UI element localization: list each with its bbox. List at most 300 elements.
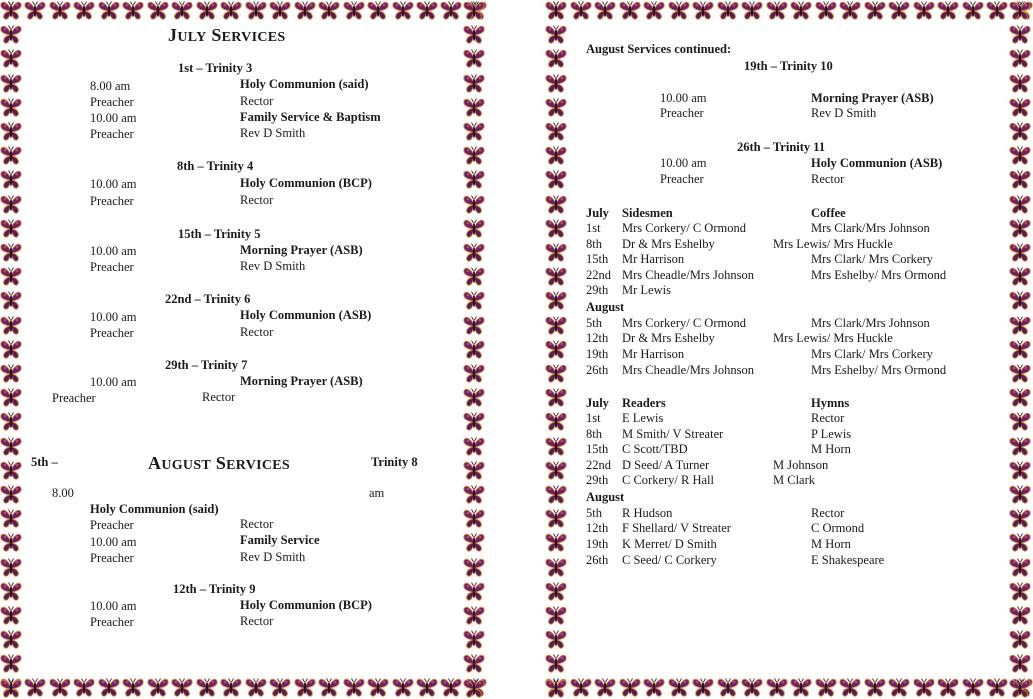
preacher-name: Rector	[202, 390, 236, 404]
service-time: 10.00 am	[90, 599, 137, 613]
butterfly-icon	[545, 436, 567, 457]
butterfly-icon	[0, 194, 22, 215]
butterfly-icon	[0, 508, 22, 529]
butterfly-icon	[545, 290, 567, 311]
rota-date: 15th	[586, 252, 609, 266]
butterfly-border-right	[1009, 0, 1033, 699]
butterfly-icon	[367, 0, 389, 21]
rota-name: Mrs Corkery/ C Ormond	[622, 316, 746, 330]
butterfly-icon	[619, 0, 641, 21]
preacher-name: Rector	[240, 94, 274, 108]
butterfly-icon	[343, 677, 365, 698]
day-heading: 15th – Trinity 5	[178, 227, 261, 241]
butterfly-icon	[1009, 460, 1031, 481]
butterfly-icon	[1009, 484, 1031, 505]
butterfly-icon	[692, 677, 714, 698]
rota-date: 1st	[586, 221, 601, 235]
rota-month-header: July	[586, 206, 609, 220]
butterfly-icon	[463, 218, 485, 239]
service-name: Holy Communion (said)	[90, 502, 219, 516]
butterfly-icon	[0, 97, 22, 118]
rota-name: Mrs Lewis/ Mrs Huckle	[773, 331, 893, 345]
rota-name: P Lewis	[811, 427, 852, 441]
butterfly-icon	[1009, 0, 1031, 21]
butterfly-icon	[0, 436, 22, 457]
rota-name: M Horn	[811, 442, 851, 456]
continued-heading: August Services continued:	[586, 42, 732, 56]
butterfly-icon	[0, 460, 22, 481]
rota-name: M Horn	[811, 537, 851, 551]
rota-name: C Seed/ C Corkery	[622, 553, 717, 567]
butterfly-icon	[318, 677, 340, 698]
butterfly-icon	[49, 0, 71, 21]
butterfly-icon	[0, 24, 22, 45]
butterfly-icon	[0, 557, 22, 578]
rota-date: 22nd	[586, 268, 611, 282]
butterfly-icon	[643, 677, 665, 698]
butterfly-icon	[318, 0, 340, 21]
butterfly-icon	[1009, 315, 1031, 336]
rota-col-header: Hymns	[811, 396, 850, 410]
butterfly-icon	[545, 24, 567, 45]
butterfly-icon	[1009, 121, 1031, 142]
page-gutter	[487, 0, 545, 699]
rota-name: Rector	[811, 411, 845, 425]
service-name: Morning Prayer (ASB)	[240, 243, 363, 257]
service-time: 10.00 am	[90, 111, 137, 125]
butterfly-icon	[962, 677, 984, 698]
butterfly-icon	[545, 581, 567, 602]
rota-date: 26th	[586, 363, 609, 377]
butterfly-icon	[269, 677, 291, 698]
rota-month-header: July	[586, 396, 609, 410]
butterfly-icon	[937, 677, 959, 698]
butterfly-icon	[0, 242, 22, 263]
butterfly-border-top	[545, 0, 1033, 22]
preacher-name: Rev D Smith	[240, 259, 306, 273]
rota-date: 5th	[586, 316, 602, 330]
butterfly-icon	[1009, 678, 1031, 699]
butterfly-icon	[463, 629, 485, 650]
butterfly-icon	[0, 218, 22, 239]
butterfly-icon	[594, 677, 616, 698]
preacher-name: Rector	[240, 193, 274, 207]
day-heading: 1st – Trinity 3	[178, 61, 253, 75]
butterfly-icon	[717, 677, 739, 698]
butterfly-icon	[1009, 653, 1031, 674]
butterfly-icon	[668, 0, 690, 21]
butterfly-icon	[73, 0, 95, 21]
butterfly-icon	[147, 0, 169, 21]
butterfly-icon	[1009, 145, 1031, 166]
butterfly-icon	[545, 48, 567, 69]
rota-name: Mrs Eshelby/ Mrs Ormond	[811, 268, 947, 282]
preacher-label: Preacher	[660, 106, 704, 120]
butterfly-icon	[463, 557, 485, 578]
butterfly-icon	[0, 48, 22, 69]
butterfly-icon	[0, 581, 22, 602]
rota-name: Mrs Cheadle/Mrs Johnson	[622, 363, 754, 377]
butterfly-icon	[1009, 169, 1031, 190]
butterfly-icon	[147, 677, 169, 698]
butterfly-icon	[0, 315, 22, 336]
preacher-label: Preacher	[90, 615, 134, 629]
right-page	[545, 0, 1033, 699]
butterfly-icon	[73, 677, 95, 698]
rota-name: Mrs Lewis/ Mrs Huckle	[773, 237, 893, 251]
butterfly-icon	[196, 0, 218, 21]
butterfly-icon	[463, 73, 485, 94]
butterfly-icon	[294, 0, 316, 21]
butterfly-icon	[392, 677, 414, 698]
butterfly-icon	[668, 677, 690, 698]
rota-date: 15th	[586, 442, 609, 456]
butterfly-icon	[815, 677, 837, 698]
preacher-name: Rector	[240, 325, 274, 339]
butterfly-icon	[122, 677, 144, 698]
butterfly-icon	[545, 266, 567, 287]
rota-name: C Ormond	[811, 521, 865, 535]
rota-date: 19th	[586, 347, 609, 361]
rota-name: C Corkery/ R Hall	[622, 473, 715, 487]
butterfly-icon	[1009, 290, 1031, 311]
butterfly-icon	[367, 677, 389, 698]
butterfly-border-left	[545, 0, 569, 699]
rota-name: E Lewis	[622, 411, 664, 425]
butterfly-icon	[1009, 194, 1031, 215]
butterfly-icon	[0, 0, 22, 21]
preacher-name: Rev D Smith	[811, 106, 877, 120]
butterfly-icon	[545, 169, 567, 190]
butterfly-icon	[1009, 557, 1031, 578]
butterfly-icon	[463, 266, 485, 287]
butterfly-icon	[619, 677, 641, 698]
butterfly-icon	[1009, 218, 1031, 239]
rota-name: Mrs Eshelby/ Mrs Ormond	[811, 363, 947, 377]
butterfly-icon	[545, 605, 567, 626]
rota-name: Mrs Clark/Mrs Johnson	[811, 221, 930, 235]
rota-name: Mrs Clark/Mrs Johnson	[811, 316, 930, 330]
butterfly-icon	[0, 339, 22, 360]
day-heading: 19th – Trinity 10	[744, 59, 833, 73]
butterfly-icon	[1009, 48, 1031, 69]
service-name: Holy Communion (BCP)	[240, 176, 372, 190]
butterfly-icon	[864, 0, 886, 21]
butterfly-icon	[545, 653, 567, 674]
butterfly-icon	[463, 605, 485, 626]
butterfly-icon	[790, 677, 812, 698]
preacher-label: Preacher	[660, 172, 704, 186]
butterfly-icon	[463, 24, 485, 45]
day-heading-prefix: 5th –	[31, 455, 58, 469]
rota-month-header: August	[586, 490, 625, 504]
butterfly-icon	[24, 677, 46, 698]
butterfly-icon	[1009, 605, 1031, 626]
butterfly-icon	[790, 0, 812, 21]
rota-name: Mrs Clark/ Mrs Corkery	[811, 347, 933, 361]
service-time: 10.00 am	[90, 310, 137, 324]
butterfly-icon	[245, 677, 267, 698]
butterfly-icon	[463, 194, 485, 215]
butterfly-icon	[545, 97, 567, 118]
rota-name: C Scott/TBD	[622, 442, 688, 456]
butterfly-icon	[937, 0, 959, 21]
service-time: 8.00 am	[90, 79, 131, 93]
butterfly-icon	[545, 363, 567, 384]
butterfly-icon	[0, 532, 22, 553]
preacher-name: Rector	[811, 172, 845, 186]
july-services-title: JULY SERVICES	[168, 25, 286, 45]
rota-name: Mr Harrison	[622, 252, 685, 266]
butterfly-icon	[440, 0, 462, 21]
butterfly-icon	[1009, 24, 1031, 45]
butterfly-icon	[545, 629, 567, 650]
rota-date: 29th	[586, 283, 609, 297]
day-heading: 8th – Trinity 4	[177, 159, 254, 173]
butterfly-icon	[392, 0, 414, 21]
butterfly-icon	[463, 581, 485, 602]
butterfly-border-top	[0, 0, 487, 22]
service-name: Holy Communion (ASB)	[240, 308, 372, 322]
butterfly-icon	[0, 266, 22, 287]
butterfly-icon	[986, 677, 1008, 698]
butterfly-icon	[643, 0, 665, 21]
butterfly-icon	[440, 677, 462, 698]
butterfly-icon	[0, 73, 22, 94]
butterfly-icon	[463, 145, 485, 166]
butterfly-icon	[1009, 363, 1031, 384]
butterfly-icon	[570, 0, 592, 21]
preacher-name: Rector	[240, 614, 274, 628]
rota-date: 29th	[586, 473, 609, 487]
rota-name: E Shakespeare	[811, 553, 885, 567]
butterfly-icon	[1009, 266, 1031, 287]
butterfly-icon	[545, 508, 567, 529]
rota-name: Mr Lewis	[622, 283, 671, 297]
butterfly-icon	[1009, 73, 1031, 94]
butterfly-icon	[463, 290, 485, 311]
rota-date: 12th	[586, 331, 609, 345]
service-name: Holy Communion (said)	[240, 77, 369, 91]
butterfly-icon	[463, 169, 485, 190]
preacher-name: Rev D Smith	[240, 550, 306, 564]
butterfly-icon	[545, 145, 567, 166]
butterfly-icon	[0, 411, 22, 432]
butterfly-icon	[545, 218, 567, 239]
rota-col-header: Coffee	[811, 206, 846, 220]
rota-name: M Smith/ V Streater	[622, 427, 724, 441]
butterfly-icon	[49, 677, 71, 698]
butterfly-border-bottom	[545, 677, 1033, 699]
rota-name: Mr Harrison	[622, 347, 685, 361]
butterfly-icon	[545, 484, 567, 505]
rota-date: 19th	[586, 537, 609, 551]
rota-col-header: Sidesmen	[622, 206, 673, 220]
preacher-label: Preacher	[90, 194, 134, 208]
butterfly-icon	[0, 653, 22, 674]
rota-name: D Seed/ A Turner	[622, 458, 710, 472]
rota-date: 26th	[586, 553, 609, 567]
butterfly-icon	[416, 0, 438, 21]
service-name: Holy Communion (BCP)	[240, 598, 372, 612]
butterfly-icon	[463, 339, 485, 360]
butterfly-icon	[545, 73, 567, 94]
butterfly-icon	[570, 677, 592, 698]
butterfly-icon	[463, 242, 485, 263]
preacher-name: Rev D Smith	[240, 126, 306, 140]
day-heading-suffix: Trinity 8	[371, 455, 418, 469]
butterfly-icon	[1009, 242, 1031, 263]
day-heading: 26th – Trinity 11	[737, 140, 826, 154]
butterfly-icon	[1009, 581, 1031, 602]
butterfly-border-left	[0, 0, 24, 699]
service-time: 10.00 am	[90, 535, 137, 549]
butterfly-icon	[245, 0, 267, 21]
butterfly-icon	[98, 0, 120, 21]
butterfly-icon	[463, 436, 485, 457]
rota-date: 8th	[586, 427, 602, 441]
service-time: 10.00 am	[90, 244, 137, 258]
service-time: 8.00	[52, 486, 74, 500]
service-name: Morning Prayer (ASB)	[811, 91, 934, 105]
butterfly-icon	[594, 0, 616, 21]
rota-name: Rector	[811, 506, 845, 520]
butterfly-icon	[545, 460, 567, 481]
butterfly-icon	[0, 290, 22, 311]
butterfly-icon	[913, 677, 935, 698]
butterfly-icon	[962, 0, 984, 21]
butterfly-icon	[741, 0, 763, 21]
butterfly-icon	[463, 315, 485, 336]
butterfly-icon	[766, 0, 788, 21]
butterfly-icon	[545, 0, 567, 21]
butterfly-icon	[545, 411, 567, 432]
preacher-label: Preacher	[90, 518, 134, 532]
rota-name: Mrs Cheadle/Mrs Johnson	[622, 268, 754, 282]
service-time: 10.00 am	[90, 177, 137, 191]
preacher-label: Preacher	[90, 127, 134, 141]
butterfly-icon	[463, 0, 485, 21]
rota-month-header: August	[586, 300, 625, 314]
butterfly-icon	[0, 363, 22, 384]
butterfly-icon	[0, 678, 22, 699]
rota-date: 12th	[586, 521, 609, 535]
rota-date: 5th	[586, 506, 602, 520]
butterfly-icon	[545, 121, 567, 142]
butterfly-icon	[463, 508, 485, 529]
rota-date: 8th	[586, 237, 602, 251]
butterfly-icon	[1009, 508, 1031, 529]
rota-date: 1st	[586, 411, 601, 425]
butterfly-icon	[463, 387, 485, 408]
butterfly-icon	[1009, 629, 1031, 650]
butterfly-border-bottom	[0, 677, 487, 699]
rota-name: M Clark	[773, 473, 816, 487]
butterfly-icon	[888, 677, 910, 698]
butterfly-icon	[0, 121, 22, 142]
preacher-label: Preacher	[90, 551, 134, 565]
service-time: 10.00 am	[660, 156, 707, 170]
butterfly-icon	[1009, 387, 1031, 408]
butterfly-icon	[545, 557, 567, 578]
butterfly-icon	[986, 0, 1008, 21]
preacher-name: Rector	[240, 517, 274, 531]
butterfly-icon	[463, 48, 485, 69]
butterfly-icon	[545, 339, 567, 360]
butterfly-icon	[220, 677, 242, 698]
butterfly-icon	[545, 532, 567, 553]
butterfly-icon	[0, 484, 22, 505]
rota-name: Mrs Clark/ Mrs Corkery	[811, 252, 933, 266]
service-name: Family Service	[240, 533, 320, 547]
rota-name: F Shellard/ V Streater	[622, 521, 731, 535]
butterfly-icon	[24, 0, 46, 21]
butterfly-icon	[839, 0, 861, 21]
butterfly-icon	[463, 411, 485, 432]
butterfly-icon	[0, 387, 22, 408]
butterfly-icon	[913, 0, 935, 21]
rota-date: 22nd	[586, 458, 611, 472]
butterfly-icon	[692, 0, 714, 21]
butterfly-icon	[545, 242, 567, 263]
butterfly-icon	[220, 0, 242, 21]
day-heading: 29th – Trinity 7	[165, 358, 248, 372]
butterfly-icon	[864, 677, 886, 698]
service-name: Morning Prayer (ASB)	[240, 374, 363, 388]
butterfly-icon	[463, 121, 485, 142]
service-time: 10.00 am	[90, 375, 137, 389]
rota-name: K Merret/ D Smith	[622, 537, 717, 551]
butterfly-icon	[0, 629, 22, 650]
preacher-label: Preacher	[90, 326, 134, 340]
butterfly-icon	[463, 460, 485, 481]
day-heading: 22nd – Trinity 6	[165, 292, 251, 306]
rota-name: Dr & Mrs Eshelby	[622, 331, 715, 345]
butterfly-icon	[171, 0, 193, 21]
service-time-am: am	[369, 486, 385, 500]
service-name: Holy Communion (ASB)	[811, 156, 943, 170]
butterfly-icon	[0, 605, 22, 626]
rota-name: R Hudson	[622, 506, 673, 520]
butterfly-icon	[463, 363, 485, 384]
rota-name: Mrs Corkery/ C Ormond	[622, 221, 746, 235]
butterfly-icon	[269, 0, 291, 21]
butterfly-icon	[741, 677, 763, 698]
butterfly-icon	[463, 678, 485, 699]
day-heading: 12th – Trinity 9	[173, 582, 256, 596]
butterfly-icon	[0, 145, 22, 166]
rota-col-header: Readers	[622, 396, 666, 410]
preacher-label: Preacher	[90, 260, 134, 274]
butterfly-icon	[1009, 97, 1031, 118]
left-page	[0, 0, 487, 699]
butterfly-icon	[196, 677, 218, 698]
butterfly-icon	[122, 0, 144, 21]
butterfly-icon	[545, 315, 567, 336]
rota-name: M Johnson	[773, 458, 829, 472]
butterfly-border-right	[463, 0, 487, 699]
preacher-label: Preacher	[90, 95, 134, 109]
preacher-label: Preacher	[52, 391, 96, 405]
butterfly-icon	[815, 0, 837, 21]
butterfly-icon	[0, 169, 22, 190]
butterfly-icon	[171, 677, 193, 698]
butterfly-icon	[717, 0, 739, 21]
butterfly-icon	[463, 97, 485, 118]
butterfly-icon	[1009, 339, 1031, 360]
butterfly-icon	[343, 0, 365, 21]
butterfly-icon	[294, 677, 316, 698]
